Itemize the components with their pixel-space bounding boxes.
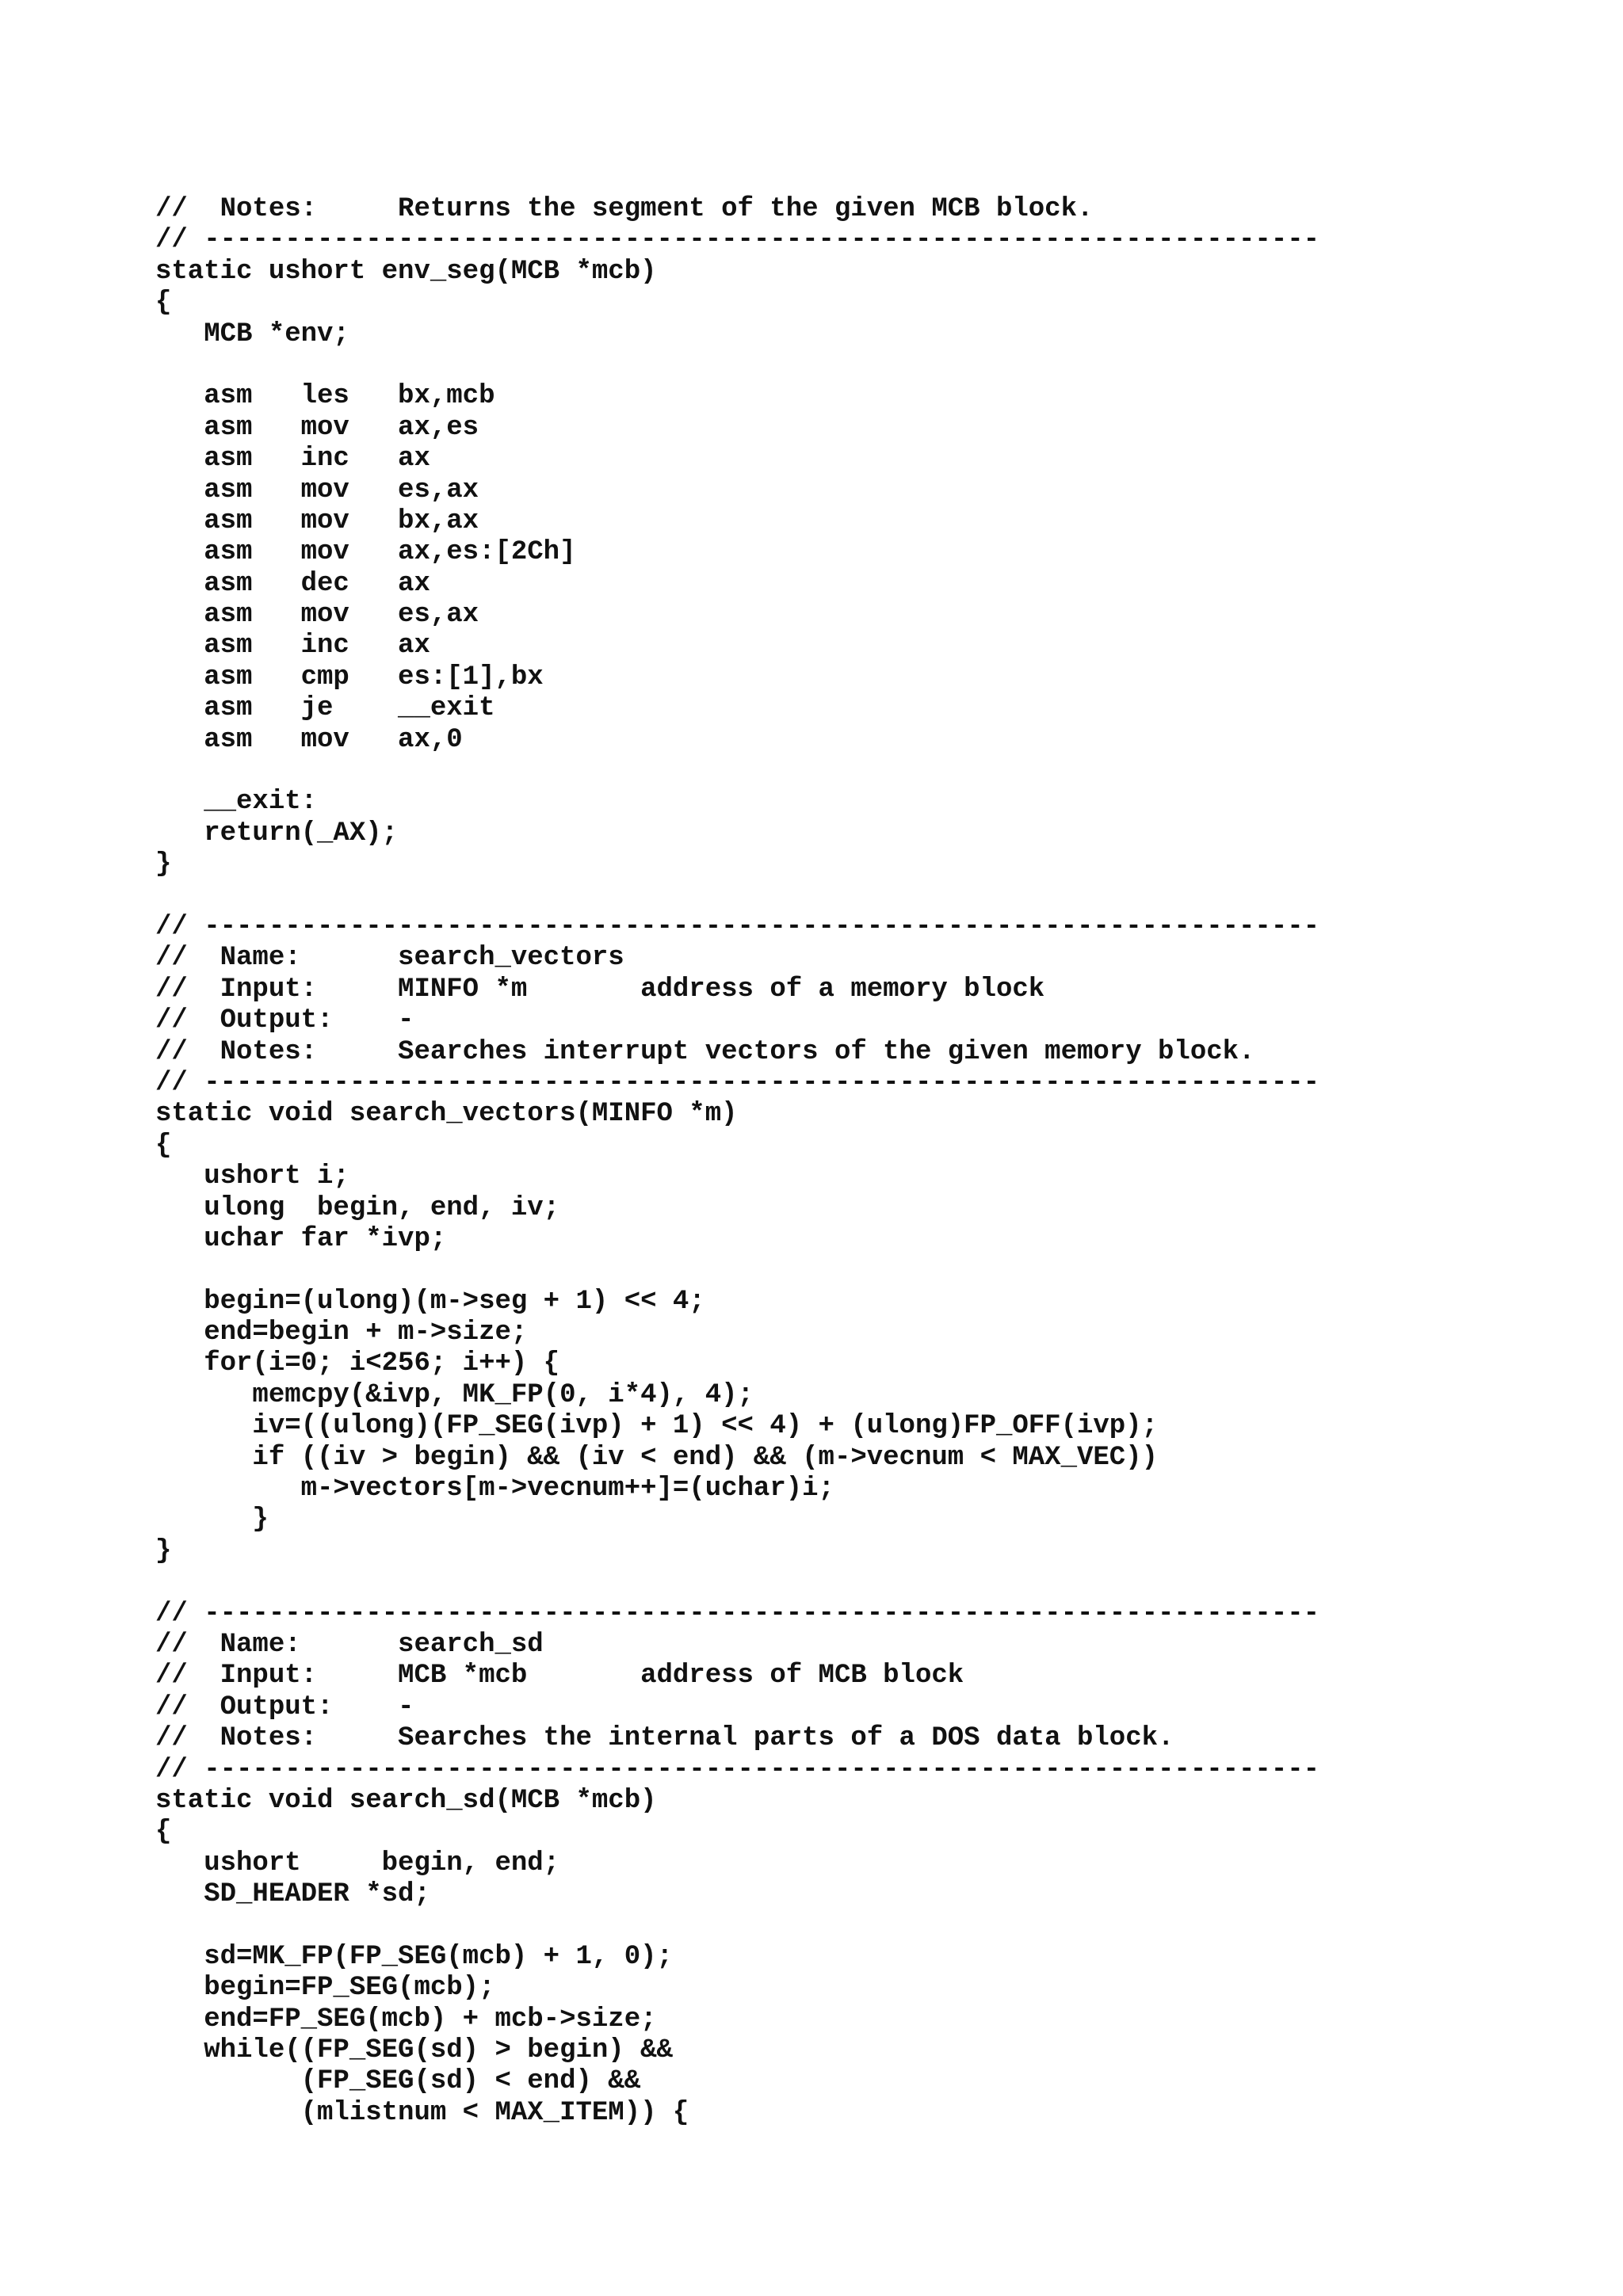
code-line: __exit: — [155, 787, 318, 818]
code-line: asm dec ax — [155, 568, 430, 599]
code-line: SD_HEADER *sd; — [155, 1879, 430, 1910]
code-line: asm inc ax — [155, 444, 430, 475]
code-line: iv=((ulong)(FP_SEG(ivp) + 1) << 4) + (ulong)FP_OFF(ivp); — [155, 1411, 1159, 1442]
code-line: // --------------------------------------------------------------------- — [155, 1754, 1320, 1785]
code-line: for(i=0; i<256; i++) { — [155, 1348, 560, 1379]
code-line — [155, 756, 1598, 787]
code-line: } — [155, 1505, 269, 1535]
code-line: static void search_vectors(MINFO *m) — [155, 1099, 738, 1130]
code-line: asm cmp es:[1],bx — [155, 662, 544, 692]
code-line: if ((iv > begin) && (iv < end) && (m->vecnum < MAX_VEC)) — [155, 1442, 1159, 1473]
code-line — [155, 881, 1598, 912]
code-line: (FP_SEG(sd) < end) && — [155, 2066, 641, 2097]
code-line: // --------------------------------------------------------------------- — [155, 225, 1320, 256]
code-line: { — [155, 1130, 172, 1161]
code-line: asm mov bx,ax — [155, 505, 479, 536]
code-line: memcpy(&ivp, MK_FP(0, i*4), 4); — [155, 1379, 754, 1410]
code-line: end=begin + m->size; — [155, 1318, 528, 1348]
code-line: static ushort env_seg(MCB *mcb) — [155, 256, 657, 287]
code-line: // Notes: Returns the segment of the given MCB block. — [155, 194, 1094, 224]
code-line: // --------------------------------------------------------------------- — [155, 1598, 1320, 1629]
code-line: // Notes: Searches interrupt vectors of the given memory block. — [155, 1036, 1255, 1067]
code-line: asm inc ax — [155, 631, 430, 662]
code-line: end=FP_SEG(mcb) + mcb->size; — [155, 2004, 657, 2035]
code-line: // Notes: Searches the internal parts of a DOS data block. — [155, 1723, 1174, 1754]
code-line: asm les bx,mcb — [155, 381, 495, 412]
code-line: MCB *env; — [155, 318, 349, 349]
code-line: // Input: MINFO *m address of a memory block — [155, 974, 1045, 1005]
code-line: } — [155, 849, 172, 880]
code-line: asm je __exit — [155, 693, 495, 724]
code-listing — [155, 194, 1598, 2129]
code-line: // Output: - — [155, 1691, 414, 1722]
code-line: (mlistnum < MAX_ITEM)) { — [155, 2097, 689, 2128]
code-line: // Name: search_sd — [155, 1629, 544, 1660]
code-line — [155, 1567, 1598, 1598]
code-line: ulong begin, end, iv; — [155, 1192, 560, 1223]
code-line: ushort i; — [155, 1161, 349, 1192]
code-line: asm mov ax,es:[2Ch] — [155, 537, 576, 568]
code-line: sd=MK_FP(FP_SEG(mcb) + 1, 0); — [155, 1941, 673, 1972]
code-line: static void search_sd(MCB *mcb) — [155, 1785, 657, 1816]
code-line: return(_AX); — [155, 818, 399, 849]
code-line: // Output: - — [155, 1005, 414, 1036]
code-line: ushort begin, end; — [155, 1848, 560, 1878]
code-line — [155, 1910, 1598, 1941]
code-line: asm mov es,ax — [155, 600, 479, 631]
code-line — [155, 1255, 1598, 1286]
code-line: while((FP_SEG(sd) > begin) && — [155, 2035, 673, 2066]
code-line: { — [155, 288, 172, 318]
code-line: // Name: search_vectors — [155, 943, 624, 974]
code-line: // --------------------------------------------------------------------- — [155, 911, 1320, 942]
code-line: uchar far *ivp; — [155, 1223, 447, 1254]
code-line: begin=FP_SEG(mcb); — [155, 1973, 495, 2004]
code-line: asm mov ax,0 — [155, 724, 463, 755]
code-line: // --------------------------------------------------------------------- — [155, 1067, 1320, 1098]
code-line: } — [155, 1535, 172, 1566]
code-line: { — [155, 1817, 172, 1848]
code-line: asm mov ax,es — [155, 412, 479, 443]
code-line — [155, 350, 1598, 381]
code-line: asm mov es,ax — [155, 475, 479, 505]
code-line: begin=(ulong)(m->seg + 1) << 4; — [155, 1286, 705, 1317]
code-line: m->vectors[m->vecnum++]=(uchar)i; — [155, 1474, 834, 1505]
code-line: // Input: MCB *mcb address of MCB block — [155, 1661, 964, 1691]
